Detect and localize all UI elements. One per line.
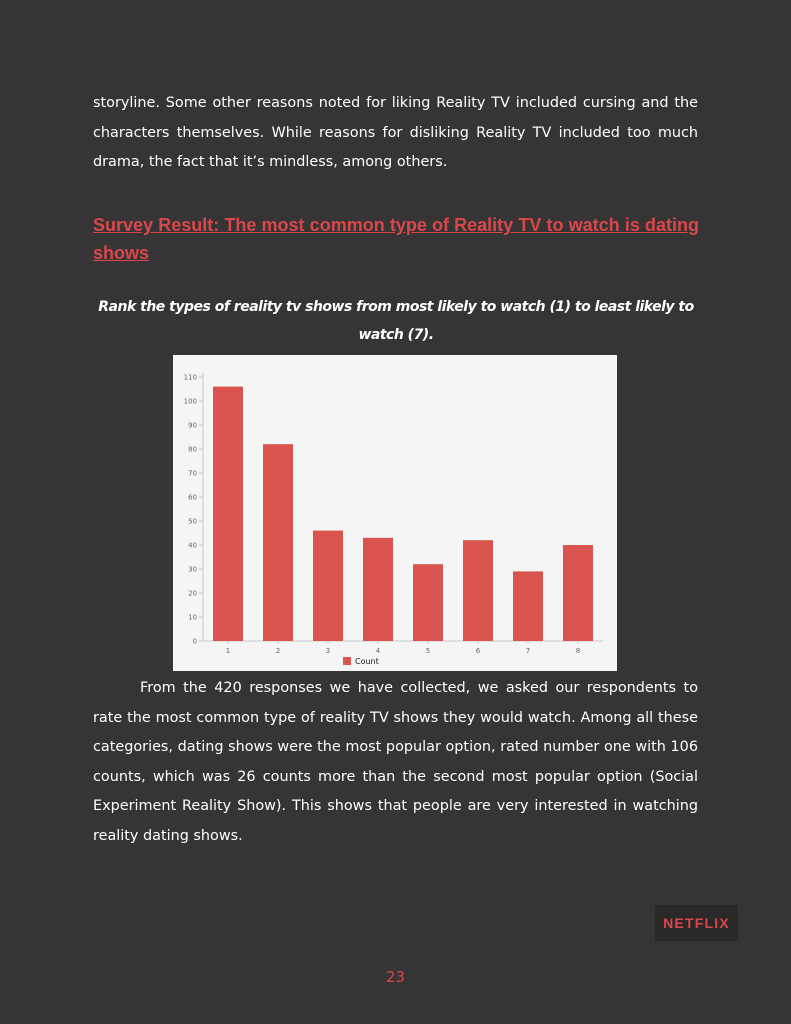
bar-chart	[173, 355, 617, 671]
x-tick-label: 4	[375, 647, 381, 655]
bar-2	[263, 444, 293, 641]
legend-swatch	[343, 657, 351, 665]
netflix-logo-text: NETFLIX	[663, 915, 730, 931]
y-tick-label: 50	[188, 517, 197, 526]
bar-6	[463, 540, 493, 641]
bar-chart-svg	[173, 355, 617, 671]
y-tick-label: 110	[183, 373, 197, 382]
page-number: 23	[385, 968, 406, 986]
x-tick-label: 7	[525, 647, 531, 655]
y-tick-label: 100	[183, 397, 197, 406]
section-heading: Survey Result: The most common type of Reality TV to watch is dating shows	[93, 215, 699, 263]
y-tick-label: 90	[188, 421, 197, 430]
survey-question: Rank the types of reality tv shows from most likely to watch (1) to least likely to watch (7).	[98, 299, 694, 343]
x-tick-label: 1	[225, 647, 231, 655]
bar-8	[563, 545, 593, 641]
y-tick-label: 0	[192, 637, 197, 646]
x-tick-label: 6	[475, 647, 481, 655]
y-tick-label: 70	[188, 469, 197, 478]
bar-3	[313, 531, 343, 641]
y-tick-label: 40	[188, 541, 197, 550]
netflix-logo	[655, 905, 738, 941]
y-tick-label: 80	[188, 445, 197, 454]
legend-label: Count	[355, 657, 379, 666]
result-paragraph	[93, 674, 698, 851]
bar-7	[513, 571, 543, 641]
x-tick-label: 5	[425, 647, 431, 655]
bar-4	[363, 538, 393, 641]
bar-5	[413, 564, 443, 641]
y-tick-label: 30	[188, 565, 197, 574]
result-paragraph-text: From the 420 responses we have collected, we asked our respondents to rate the most common type of reality TV shows they would watch. Among all these categories, dating shows were the most popular option, rated number one with 106 counts, which was 26 counts more than the second most popular option (Social Experiment Reality Show). This shows that people are very interested in watching reality dating shows.	[93, 680, 698, 844]
y-tick-label: 10	[188, 613, 197, 622]
x-tick-label: 8	[575, 647, 581, 655]
y-tick-label: 20	[188, 589, 197, 598]
bar-1	[213, 387, 243, 641]
x-tick-label: 3	[325, 647, 331, 655]
x-tick-label: 2	[275, 647, 281, 655]
intro-paragraph: storyline. Some other reasons noted for liking Reality TV included cursing and the characters themselves. While reasons for disliking Reality TV included too much drama, the fact that it’s mindless, among others.	[93, 95, 698, 170]
y-tick-label: 60	[188, 493, 197, 502]
